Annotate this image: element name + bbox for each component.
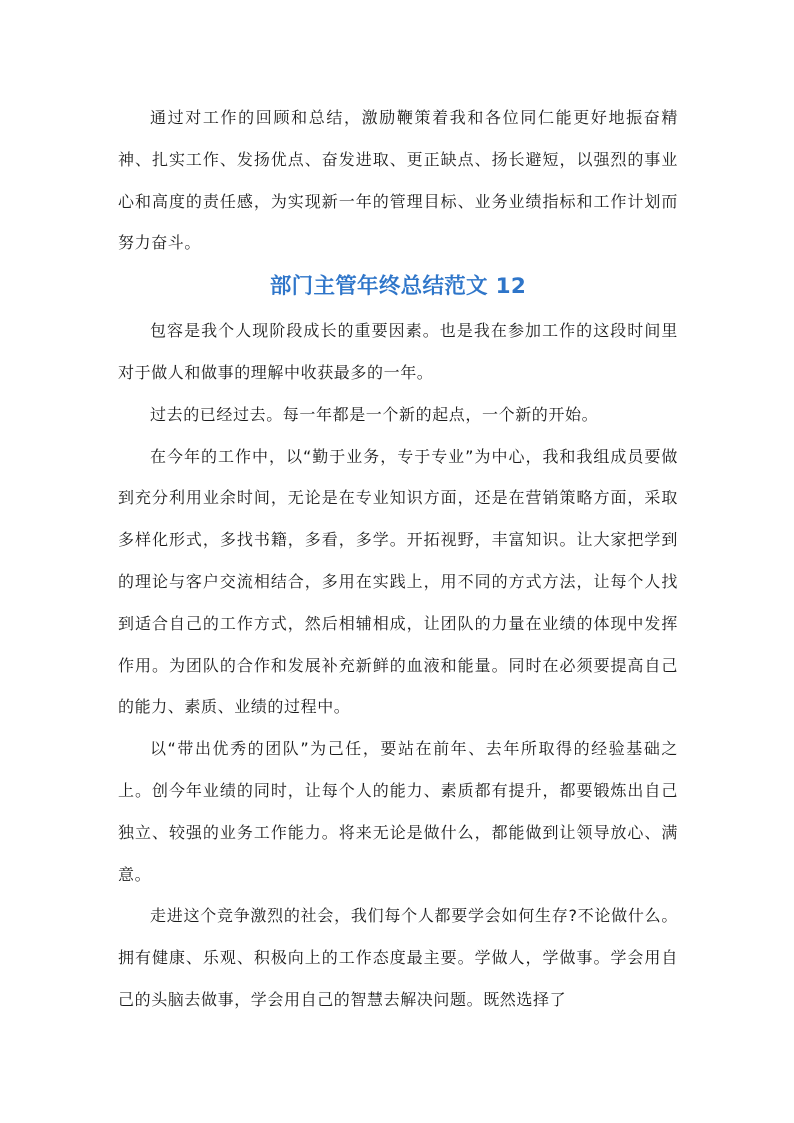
paragraph-tolerance: 包容是我个人现阶段成长的重要因素。也是我在参加工作的这段时间里对于做人和做事的理解中收获最多的一年。 [118,321,678,382]
paragraph-survival: 走进这个竞争激烈的社会，我们每个人都要学会如何生存?不论做什么。拥有健康、乐观、积极向上的工作态度最主要。学做人，学做事。学会用自己的头脑去做事，学会用自己的智慧去解决问题。既然选择了 [118,906,678,1009]
section-heading: 部门主管年终总结范文 12 [269,274,527,300]
document-page [118,97,678,1021]
paragraph-summary: 通过对工作的回顾和总结，激励鞭策着我和各位同仁能更好地振奋精神、扎实工作、发扬优点、奋发进取、更正缺点、扬长避短，以强烈的事业心和高度的责任感，为实现新一年的管理目标、业务业绩指标和工作计划而努力奋斗。 [118,108,678,253]
paragraph-team-goal: 以“带出优秀的团队”为己任，要站在前年、去年所取得的经验基础之上。创今年业绩的同时，让每个人的能力、素质都有提升，都要锻炼出自己独立、较强的业务工作能力。将来无论是做什么，都能做到让领导放心、满意。 [118,739,678,884]
paragraph-work-focus: 在今年的工作中，以“勤于业务，专于专业”为中心，我和我组成员要做到充分利用业余时间，无论是在专业知识方面，还是在营销策略方面，采取多样化形式，多找书籍，多看，多学。开拓视野，丰富知识。让大家把学到的理论与客户交流相结合，多用在实践上，用不同的方式方法，让每个人找到适合自己的工作方式，然后相辅相成，让团队的力量在业绩的体现中发挥作用。为团队的合作和发展补充新鲜的血液和能量。同时在必须要提高自己的能力、素质、业绩的过程中。 [118,446,678,717]
paragraph-new-start: 过去的已经过去。每一年都是一个新的起点，一个新的开始。 [150,404,599,424]
